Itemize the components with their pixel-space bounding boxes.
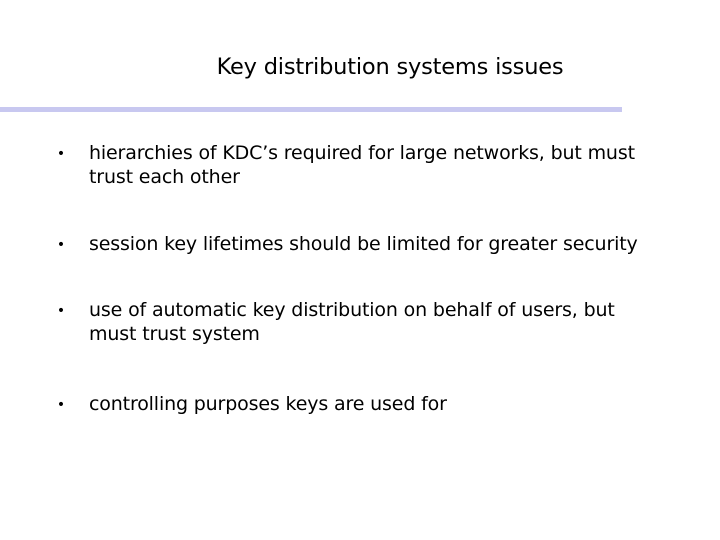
bullet-text: session key lifetimes should be limited for greater security	[89, 233, 638, 255]
bullet-dot-icon: •	[56, 146, 66, 162]
bullet-dot-icon: •	[56, 237, 66, 253]
bullet-text: use of automatic key distribution on behalf of users, but must trust system	[89, 299, 615, 345]
bullet-dot-icon: •	[56, 397, 66, 413]
slide-title: Key distribution systems issues	[216, 54, 564, 80]
bullet-text: controlling purposes keys are used for	[89, 393, 447, 415]
bullet-dot-icon: •	[56, 303, 66, 319]
bullet-text: hierarchies of KDC’s required for large networks, but must trust each other	[89, 142, 635, 188]
